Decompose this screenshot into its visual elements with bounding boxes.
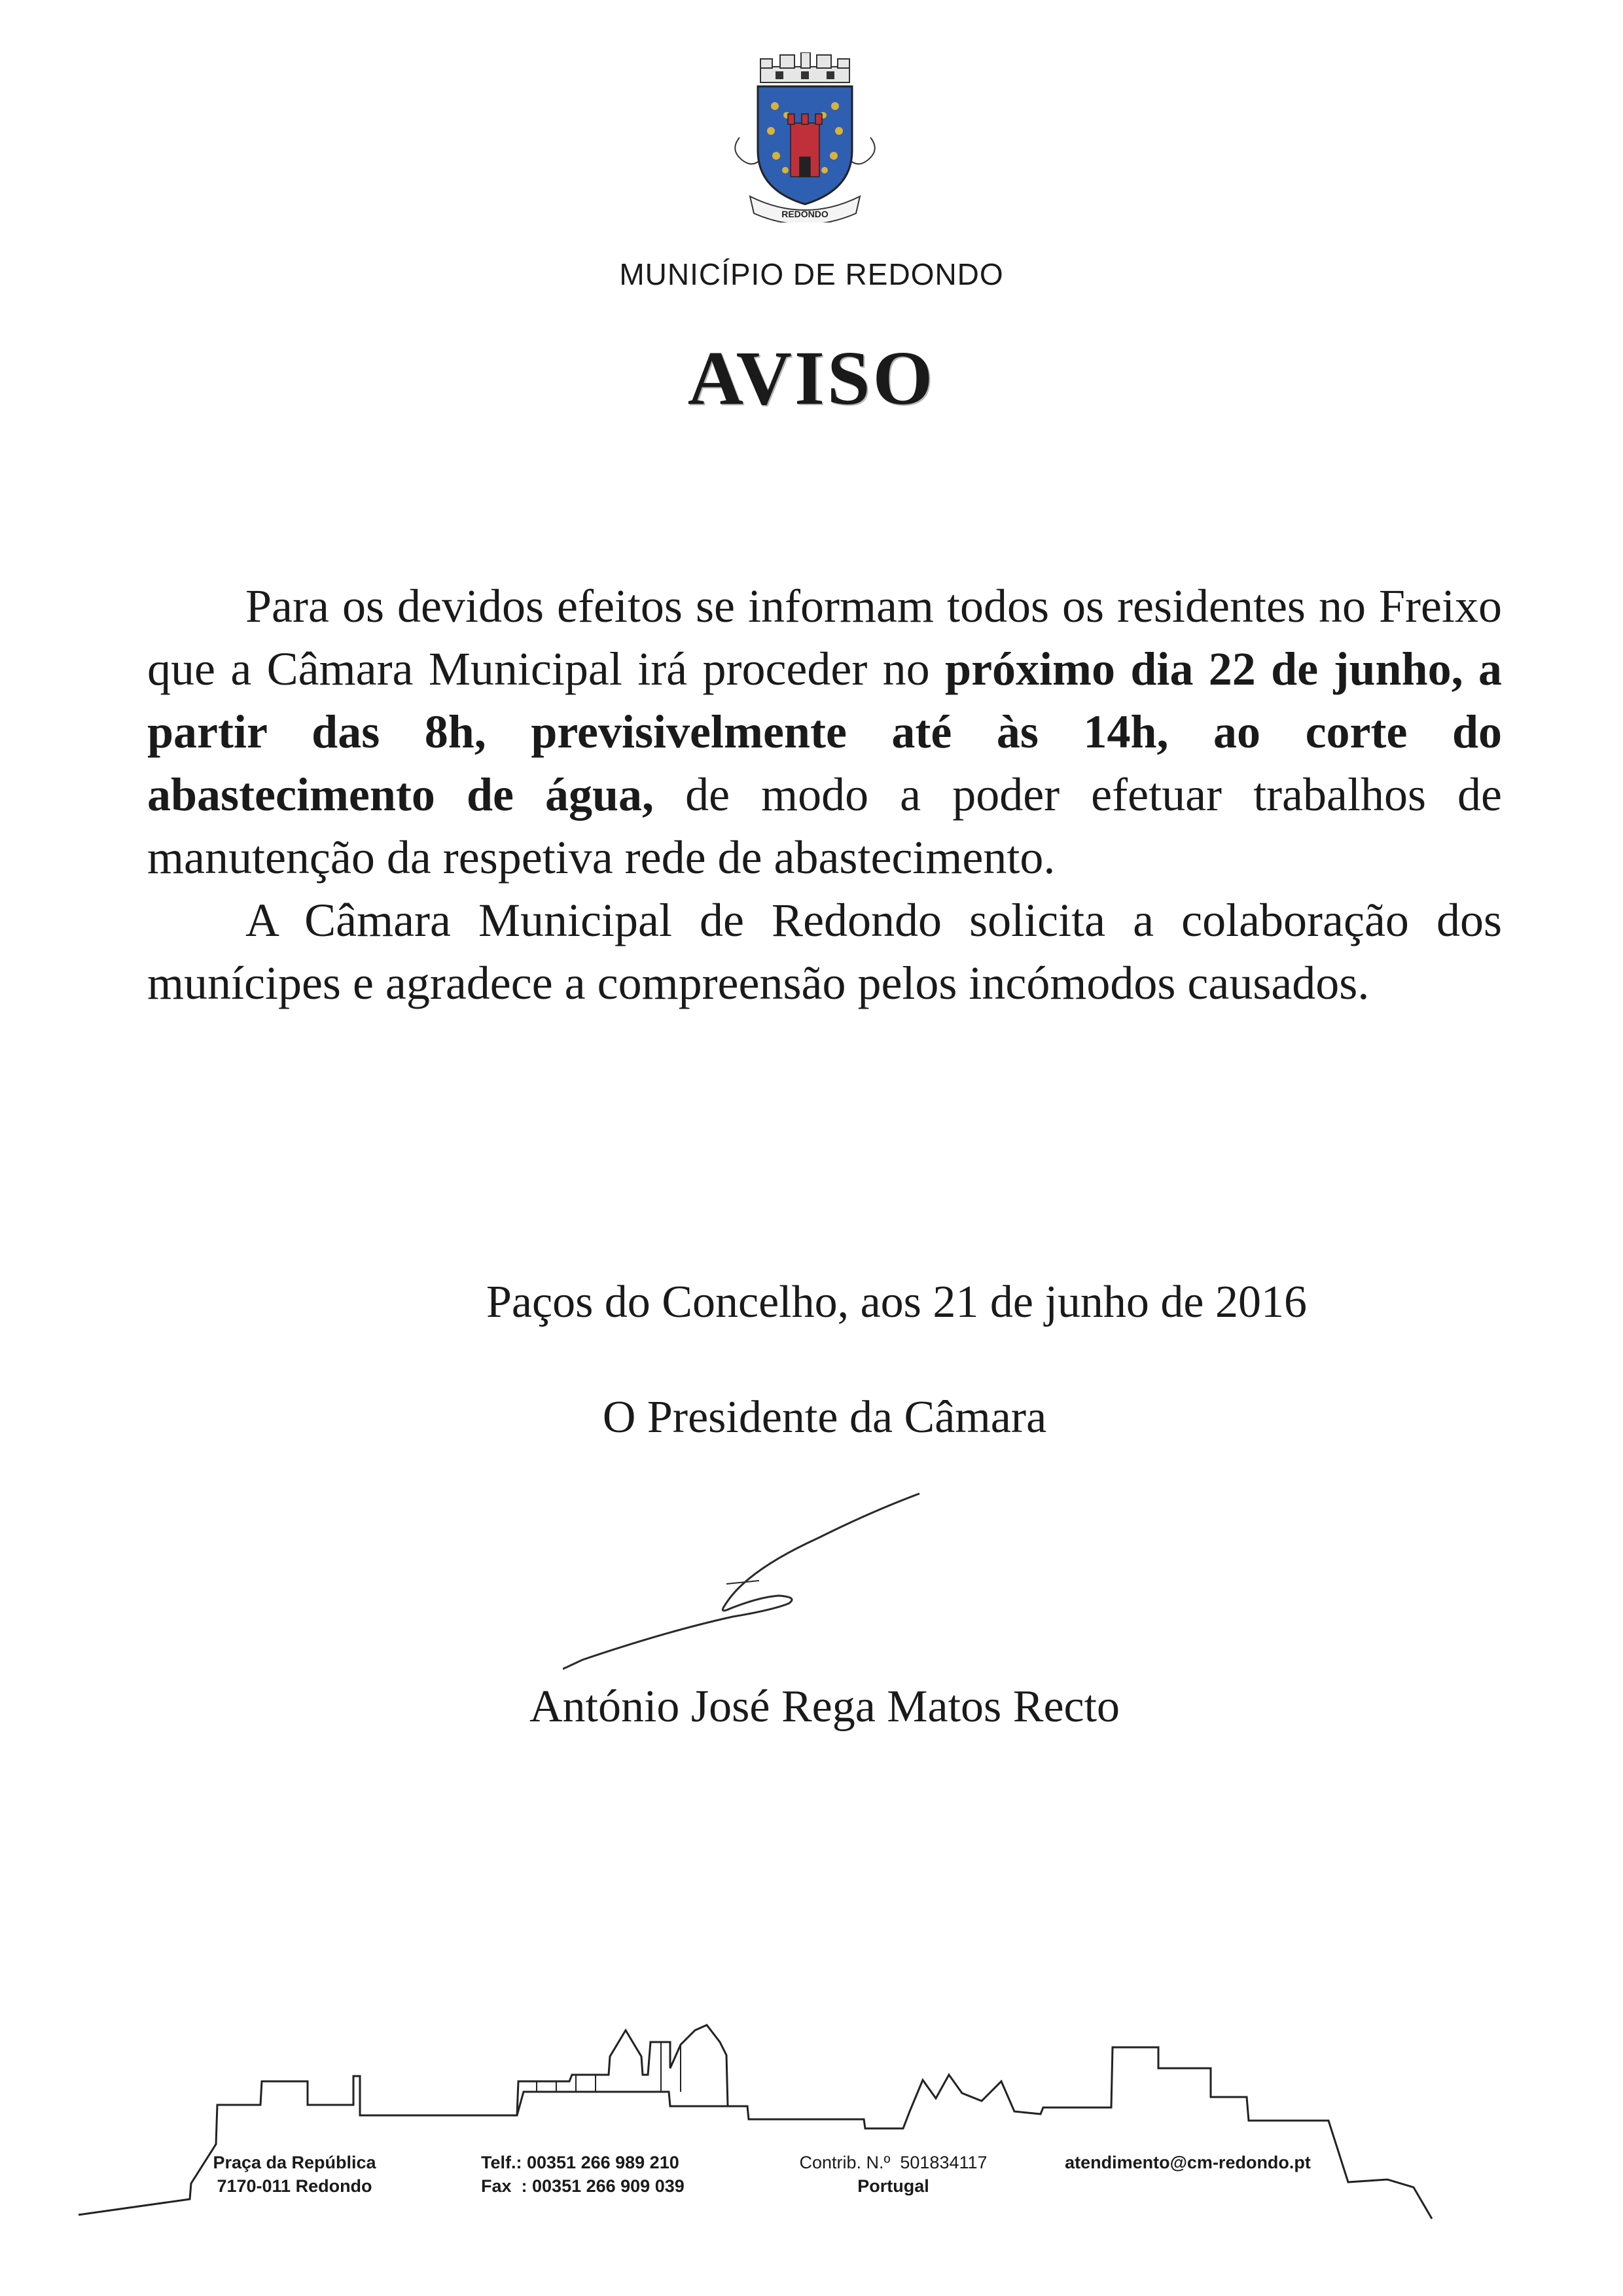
footer-address-line1: Praça da República [213,2153,376,2172]
notice-paragraph-1 [147,575,1502,889]
signatory-name: António José Rega Matos Recto [529,1681,1120,1732]
notice-p1-highlight: próximo dia 22 de junho, a partir das 8h, previsivelmente até às 14h, ao corte do abastecimento de água, [147,643,1502,821]
footer-phone [481,2151,717,2198]
municipality-name: MUNICÍPIO DE REDONDO [619,257,1004,291]
footer-email[interactable]: atendimento@cm-redondo.pt [1065,2153,1311,2172]
right-scroll-icon [849,137,875,164]
place-and-date: Paços do Concelho, aos 21 de junho de 2016 [486,1277,1307,1327]
signature-icon [563,1486,929,1676]
footer-fax: Fax : 00351 266 909 039 [481,2176,685,2196]
notice-body [147,575,1502,1014]
crest-label: REDONDO [781,209,829,219]
coat-of-arms-logo [713,52,897,223]
footer-address-line2: 7170-011 Redondo [217,2176,372,2196]
footer-address [196,2151,393,2198]
notice-p1-end: de modo a poder efetuar trabalhos de manutenção da respetiva rede de abastecimento. [147,768,1502,884]
footer-tel: Telf.: 00351 266 989 210 [481,2153,679,2172]
footer-country: Portugal [857,2176,929,2196]
skyline-footer-graphic [0,2016,1623,2238]
mural-crown-icon [760,52,849,82]
footer-tax-id [782,2151,1005,2198]
signatory-role: O Presidente da Câmara [602,1392,1047,1443]
page-title: AVISO [687,335,936,421]
left-scroll-icon [735,137,760,164]
notice-p1-start: Para os devidos efeitos se informam todos os residentes no Freixo que a Câmara Municipal irá proceder no [147,580,1502,695]
tower-icon [788,114,822,177]
notice-paragraph-2: A Câmara Municipal de Redondo solicita a colaboração dos munícipes e agradece a compreensão pelos incómodos causados. [147,894,1502,1009]
footer-contrib: Contrib. N.º 501834117 [799,2153,988,2172]
